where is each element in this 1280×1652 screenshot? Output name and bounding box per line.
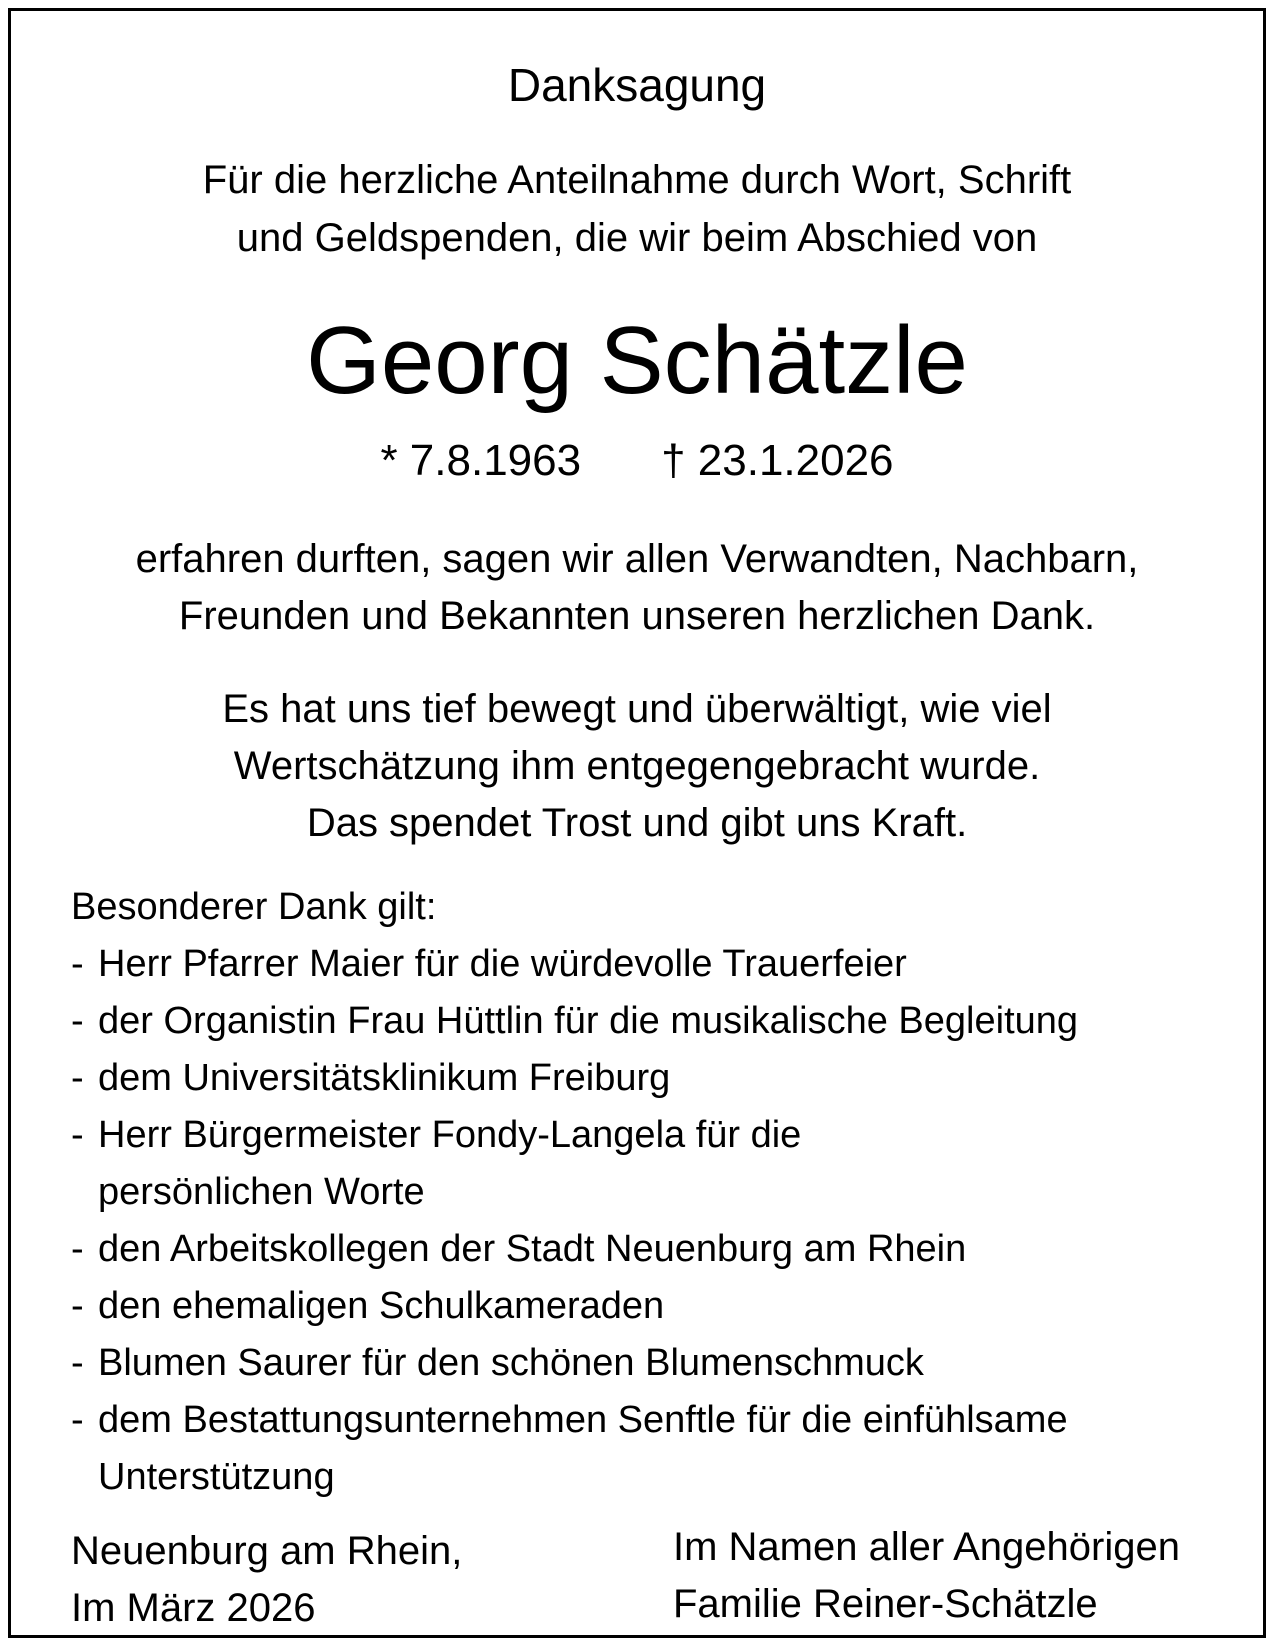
obituary-thanks-notice	[8, 8, 1266, 1638]
moved-line: Wertschätzung ihm entgegengebracht wurde.	[233, 744, 1041, 788]
life-dates	[11, 431, 1263, 491]
place-and-date	[71, 1523, 462, 1637]
special-thanks-item	[71, 936, 1251, 993]
special-thanks-list	[71, 936, 1251, 1506]
special-thanks-text: Herr Bürgermeister Fondy-Langela für die	[98, 1114, 802, 1156]
list-dash: -	[71, 1399, 84, 1441]
special-thanks-text: persönlichen Worte	[98, 1171, 425, 1213]
special-thanks-label: Besonderer Dank gilt:	[71, 886, 437, 928]
special-thanks-item	[71, 1107, 1251, 1221]
notice-heading: Danksagung	[507, 59, 767, 111]
date-line: Im März 2026	[71, 1586, 316, 1630]
special-thanks-text: Unterstützung	[98, 1456, 335, 1498]
list-dash: -	[71, 1114, 84, 1156]
thanks-line: erfahren durften, sagen wir allen Verwandten, Nachbarn,	[135, 537, 1139, 581]
birth-date: * 7.8.1963	[380, 436, 582, 485]
special-thanks-text: den Arbeitskollegen der Stadt Neuenburg am Rhein	[98, 1228, 967, 1270]
list-dash: -	[71, 1057, 84, 1099]
intro-line: und Geldspenden, die wir beim Abschied von	[236, 216, 1038, 260]
thanks-line: Freunden und Bekannten unseren herzlichen Dank.	[178, 594, 1096, 638]
moved-line: Es hat uns tief bewegt und überwältigt, wie viel	[222, 687, 1052, 731]
thanks-paragraph	[11, 531, 1263, 645]
special-thanks-item	[71, 1278, 1251, 1335]
place-line: Neuenburg am Rhein,	[71, 1529, 463, 1573]
moved-paragraph	[11, 681, 1263, 852]
special-thanks-item	[71, 1392, 1251, 1506]
list-dash: -	[71, 1000, 84, 1042]
special-thanks-item	[71, 1050, 1251, 1107]
list-dash: -	[71, 1285, 84, 1327]
intro-line: Für die herzliche Anteilnahme durch Wort, Schrift	[202, 158, 1072, 202]
intro-paragraph	[11, 151, 1263, 267]
special-thanks-section	[71, 879, 1251, 1506]
special-thanks-text: der Organistin Frau Hüttlin für die musikalische Begleitung	[98, 1000, 1079, 1042]
signature-block	[673, 1519, 1180, 1633]
list-dash: -	[71, 1342, 84, 1384]
list-dash: -	[71, 943, 84, 985]
special-thanks-item	[71, 1335, 1251, 1392]
special-thanks-text: Herr Pfarrer Maier für die würdevolle Trauerfeier	[98, 943, 907, 985]
death-date: † 23.1.2026	[661, 436, 894, 485]
deceased-name: Georg Schätzle	[306, 307, 968, 414]
moved-line: Das spendet Trost und gibt uns Kraft.	[306, 801, 968, 845]
special-thanks-text: dem Bestattungsunternehmen Senftle für die einfühlsame	[98, 1399, 1068, 1441]
special-thanks-item	[71, 993, 1251, 1050]
signature-line: Im Namen aller Angehörigen	[673, 1525, 1180, 1569]
special-thanks-text: den ehemaligen Schulkameraden	[98, 1285, 665, 1327]
special-thanks-item	[71, 1221, 1251, 1278]
special-thanks-text: dem Universitätsklinikum Freiburg	[98, 1057, 671, 1099]
family-name: Familie Reiner-Schätzle	[673, 1582, 1098, 1626]
special-thanks-text: Blumen Saurer für den schönen Blumenschmuck	[98, 1342, 924, 1384]
list-dash: -	[71, 1228, 84, 1270]
